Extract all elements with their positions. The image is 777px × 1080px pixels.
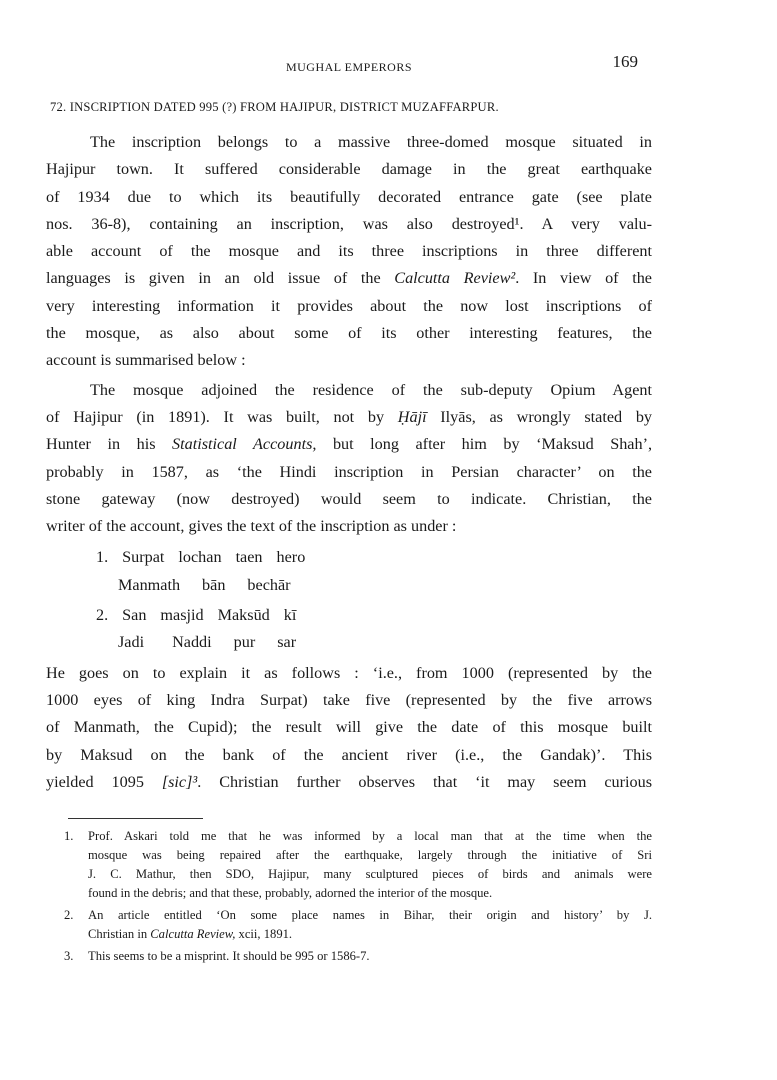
footnote-3	[64, 947, 652, 966]
verse-line	[96, 629, 652, 656]
paragraph-3	[46, 660, 652, 796]
footnote-text	[88, 906, 652, 944]
footnote-line: mosque was being repaired after the earthquake, largely through the initiative of Sri	[88, 848, 652, 863]
verse-number: 2.	[96, 606, 109, 625]
verse-word: Surpat	[122, 548, 165, 567]
verse-number: 1.	[96, 548, 109, 567]
footnote-line: J. C. Mathur, then SDO, Hajipur, many sculptured pieces of birds and animals were	[88, 867, 652, 882]
text-line: stone gateway (now destroyed) would seem to indicate. Christian, the	[46, 489, 652, 508]
verse-item	[96, 544, 652, 599]
verse-word: masjid	[160, 606, 204, 625]
footnote-number: 2.	[64, 908, 74, 923]
footnote-number: 1.	[64, 829, 74, 844]
text-fragment: languages is given in an old issue of the	[46, 269, 395, 288]
text-fragment: Hunter in his	[46, 435, 173, 454]
text-line: 1000 eyes of king Indra Surpat) take five (represented by the five arrows	[46, 690, 652, 709]
running-title: MUGHAL EMPERORS	[285, 60, 413, 74]
text-line	[46, 431, 652, 458]
verse-word: sar	[277, 633, 297, 652]
text-line: The inscription belongs to a massive three-domed mosque situated in	[90, 133, 652, 151]
footnote-line: Prof. Askari told me that he was informed by a local man that at the time when the	[88, 829, 652, 844]
text-line: probably in 1587, as ‘the Hindi inscription in Persian character’ on the	[46, 462, 652, 481]
italic-name: Ḥājī	[397, 407, 427, 426]
sic-marker: [sic]³	[161, 772, 198, 791]
footnote-number: 3.	[64, 949, 74, 964]
verse-word: Naddi	[172, 633, 212, 652]
verse-word: bān	[202, 575, 226, 594]
verse-word: bechār	[247, 575, 291, 594]
running-head	[46, 50, 652, 78]
text-fragment: . In view of the	[515, 269, 652, 288]
text-fragment: Christian in	[88, 927, 151, 942]
paragraph-2	[46, 377, 652, 541]
paragraph-1	[46, 129, 652, 375]
book-title: Statistical Accounts,	[172, 435, 317, 454]
footnote-2	[64, 906, 652, 944]
verse-block	[96, 544, 652, 656]
footnote-line: This seems to be a misprint. It should be 995 or 1586-7.	[88, 949, 370, 964]
verse-word: pur	[233, 633, 256, 652]
footnote-line	[88, 925, 652, 944]
verse-word: Jadi	[118, 633, 145, 652]
verse-word: hero	[276, 548, 306, 567]
verse-word: San	[122, 606, 147, 625]
text-line	[46, 769, 652, 796]
text-fragment: xcii, 1891.	[235, 927, 293, 942]
journal-title: Calcutta Review²	[394, 269, 516, 288]
text-fragment: but long after him by ‘Maksud Shah’,	[316, 435, 653, 454]
footnotes	[64, 827, 652, 966]
text-line: writer of the account, gives the text of the inscription as under :	[46, 517, 457, 536]
footnote-text	[88, 827, 652, 903]
footnote-1	[64, 827, 652, 903]
text-line: Hajipur town. It suffered considerable damage in the great earthquake	[46, 160, 652, 179]
verse-line	[96, 544, 652, 571]
text-fragment: of Hajipur (in 1891). It was built, not by	[46, 407, 398, 426]
verse-word: kī	[283, 606, 297, 625]
text-line: able account of the mosque and its three inscriptions in three different	[46, 242, 652, 261]
text-line: The mosque adjoined the residence of the sub-deputy Opium Agent	[90, 380, 652, 399]
footnote-line: An article entitled ‘On some place names in Bihar, their origin and history’ by J.	[88, 908, 652, 923]
text-fragment: . Christian further observes that ‘it may seem curious	[197, 772, 652, 791]
page-number: 169	[612, 52, 638, 71]
book-page	[46, 50, 652, 1050]
text-line: account is summarised below :	[46, 351, 246, 370]
footnote-text	[88, 947, 652, 966]
verse-item	[96, 602, 652, 657]
text-line: by Maksud on the bank of the ancient river (i.e., the Gandak)’. This	[46, 745, 652, 764]
verse-line	[96, 602, 652, 629]
verse-word: taen	[235, 548, 263, 567]
text-line	[46, 404, 652, 431]
text-fragment: Ilyās, as wrongly stated by	[426, 407, 653, 426]
text-line: nos. 36-8), containing an inscription, was also destroyed¹. A very valu-	[46, 214, 652, 233]
verse-word: Manmath	[118, 575, 181, 594]
text-line: the mosque, as also about some of its other interesting features, the	[46, 324, 652, 343]
verse-word: lochan	[178, 548, 222, 567]
footnote-rule	[68, 818, 203, 819]
text-line: of 1934 due to which its beautifully decorated entrance gate (see plate	[46, 187, 652, 206]
journal-title: Calcutta Review,	[150, 927, 236, 942]
text-line: very interesting information it provides about the now lost inscriptions of	[46, 296, 652, 315]
verse-line	[96, 572, 652, 599]
text-fragment: yielded 1095	[46, 772, 162, 791]
section-heading: 72. INSCRIPTION DATED 995 (?) FROM HAJIPUR, DISTRICT MUZAFFARPUR.	[50, 100, 499, 114]
footnote-line: found in the debris; and that these, probably, adorned the interior of the mosque.	[88, 886, 493, 901]
text-line: He goes on to explain it as follows : ‘i.e., from 1000 (represented by the	[46, 663, 652, 682]
text-line	[46, 265, 652, 292]
text-line: of Manmath, the Cupid); the result will give the date of this mosque built	[46, 718, 652, 737]
verse-word: Maksūd	[217, 606, 270, 625]
